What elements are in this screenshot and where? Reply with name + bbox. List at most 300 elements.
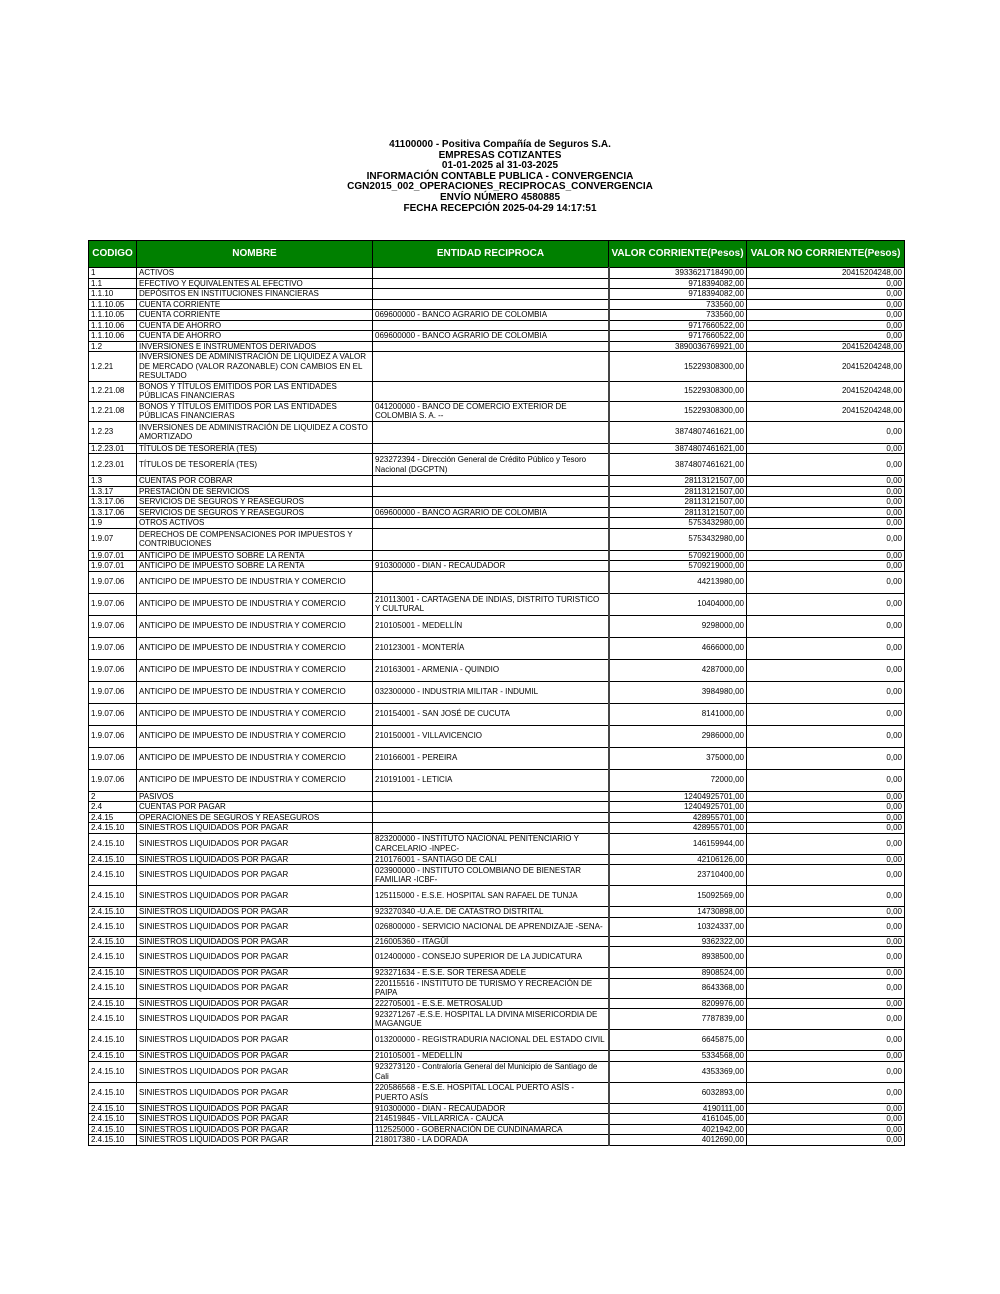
table-row xyxy=(89,421,905,443)
cell-nombre: SINIESTROS LIQUIDADOS POR PAGAR xyxy=(137,865,373,886)
cell-codigo: 1.9.07.06 xyxy=(89,571,137,593)
cell-valor-no-corriente: 20415204248,00 xyxy=(747,268,905,279)
cell-valor-no-corriente: 0,00 xyxy=(747,571,905,593)
cell-valor-no-corriente: 0,00 xyxy=(747,907,905,918)
table-row xyxy=(89,802,905,813)
table-row xyxy=(89,886,905,907)
cell-codigo: 1.1.10.06 xyxy=(89,331,137,342)
cell-entidad: 923273120 - Contraloría General del Municipio de Santiago de Cali xyxy=(373,1061,609,1082)
cell-codigo: 2.4.15.10 xyxy=(89,1009,137,1030)
cell-valor-corriente: 44213980,00 xyxy=(609,571,747,593)
cell-codigo: 1.9.07 xyxy=(89,528,137,550)
cell-valor-no-corriente: 0,00 xyxy=(747,454,905,476)
cell-valor-no-corriente: 20415204248,00 xyxy=(747,381,905,401)
column-header-codigo: CODIGO xyxy=(89,241,137,268)
cell-valor-no-corriente: 0,00 xyxy=(747,823,905,834)
table-row xyxy=(89,1103,905,1114)
cell-nombre: CUENTA CORRIENTE xyxy=(137,299,373,310)
cell-codigo: 1.9.07.06 xyxy=(89,593,137,615)
cell-nombre: SINIESTROS LIQUIDADOS POR PAGAR xyxy=(137,1103,373,1114)
cell-valor-no-corriente: 0,00 xyxy=(747,998,905,1009)
cell-valor-corriente: 9718394082,00 xyxy=(609,289,747,300)
cell-entidad xyxy=(373,497,609,508)
cell-entidad: 210191001 - LETICIA xyxy=(373,769,609,791)
cell-nombre: ACTIVOS xyxy=(137,268,373,279)
cell-nombre: SINIESTROS LIQUIDADOS POR PAGAR xyxy=(137,1030,373,1051)
table-row xyxy=(89,507,905,518)
cell-valor-corriente: 5709219000,00 xyxy=(609,550,747,561)
cell-valor-no-corriente: 0,00 xyxy=(747,518,905,529)
cell-codigo: 2.4.15.10 xyxy=(89,886,137,907)
table-row xyxy=(89,725,905,747)
cell-codigo: 1.9.07.06 xyxy=(89,637,137,659)
cell-valor-corriente: 5709219000,00 xyxy=(609,561,747,572)
cell-entidad: 069600000 - BANCO AGRARIO DE COLOMBIA xyxy=(373,310,609,321)
cell-nombre: INVERSIONES DE ADMINISTRACIÓN DE LIQUIDEZ A VALOR DE MERCADO (VALOR RAZONABLE) CON CAMBIOS EN EL RESULTADO xyxy=(137,352,373,382)
cell-codigo: 2.4.15.10 xyxy=(89,865,137,886)
cell-valor-corriente: 15229308300,00 xyxy=(609,401,747,421)
table-row xyxy=(89,637,905,659)
table-row xyxy=(89,917,905,936)
table-row xyxy=(89,401,905,421)
cell-valor-no-corriente: 0,00 xyxy=(747,443,905,454)
cell-valor-corriente: 8141000,00 xyxy=(609,703,747,725)
cell-codigo: 1.2.23.01 xyxy=(89,454,137,476)
table-row xyxy=(89,659,905,681)
column-header-entidad: ENTIDAD RECIPROCA xyxy=(373,241,609,268)
cell-valor-no-corriente: 0,00 xyxy=(747,1135,905,1146)
cell-valor-no-corriente: 0,00 xyxy=(747,917,905,936)
cell-valor-no-corriente: 0,00 xyxy=(747,299,905,310)
cell-entidad xyxy=(373,550,609,561)
cell-codigo: 2.4.15.10 xyxy=(89,998,137,1009)
cell-valor-corriente: 28113121507,00 xyxy=(609,486,747,497)
cell-entidad xyxy=(373,421,609,443)
company-title: 41100000 - Positiva Compañía de Seguros S.A. xyxy=(389,139,611,150)
cell-nombre: CUENTA DE AHORRO xyxy=(137,320,373,331)
cell-valor-no-corriente: 0,00 xyxy=(747,747,905,769)
cell-valor-no-corriente: 0,00 xyxy=(747,968,905,979)
cell-codigo: 1.2.23 xyxy=(89,421,137,443)
cell-entidad: 012400000 - CONSEJO SUPERIOR DE LA JUDICATURA xyxy=(373,947,609,968)
cell-nombre: ANTICIPO DE IMPUESTO SOBRE LA RENTA xyxy=(137,561,373,572)
cell-nombre: SINIESTROS LIQUIDADOS POR PAGAR xyxy=(137,978,373,998)
cell-nombre: CUENTAS POR PAGAR xyxy=(137,802,373,813)
cell-valor-no-corriente: 0,00 xyxy=(747,278,905,289)
cell-codigo: 1.9.07.06 xyxy=(89,681,137,703)
submission-number: ENVÍO NÚMERO 4580885 xyxy=(439,191,561,203)
cell-nombre: INVERSIONES E INSTRUMENTOS DERIVADOS xyxy=(137,341,373,352)
cell-valor-corriente: 28113121507,00 xyxy=(609,507,747,518)
column-header-valor-corriente: VALOR CORRIENTE(Pesos) xyxy=(609,241,747,268)
cell-nombre: SINIESTROS LIQUIDADOS POR PAGAR xyxy=(137,998,373,1009)
cell-entidad xyxy=(373,518,609,529)
cell-codigo: 2.4.15.10 xyxy=(89,1114,137,1125)
cell-valor-corriente: 9298000,00 xyxy=(609,615,747,637)
company-type: EMPRESAS COTIZANTES xyxy=(438,149,562,161)
table-row xyxy=(89,289,905,300)
cell-entidad: 041200000 - BANCO DE COMERCIO EXTERIOR DE COLOMBIA S. A. -- xyxy=(373,401,609,421)
cell-valor-corriente: 9717660522,00 xyxy=(609,320,747,331)
cell-nombre: SINIESTROS LIQUIDADOS POR PAGAR xyxy=(137,917,373,936)
cell-entidad: 210154001 - SAN JOSÉ DE CUCUTA xyxy=(373,703,609,725)
cell-valor-corriente: 3874807461621,00 xyxy=(609,443,747,454)
table-row xyxy=(89,1061,905,1082)
cell-valor-corriente: 4012690,00 xyxy=(609,1135,747,1146)
cell-valor-no-corriente: 0,00 xyxy=(747,978,905,998)
cell-entidad xyxy=(373,381,609,401)
table-row xyxy=(89,947,905,968)
cell-nombre: SINIESTROS LIQUIDADOS POR PAGAR xyxy=(137,907,373,918)
cell-entidad: 112525000 - GOBERNACIÓN DE CUNDINAMARCA xyxy=(373,1124,609,1135)
cell-valor-corriente: 10324337,00 xyxy=(609,917,747,936)
cell-nombre: ANTICIPO DE IMPUESTO DE INDUSTRIA Y COMERCIO xyxy=(137,659,373,681)
table-row xyxy=(89,854,905,865)
cell-valor-corriente: 15092569,00 xyxy=(609,886,747,907)
reciprocal-operations-table xyxy=(88,240,905,1146)
cell-codigo: 2.4.15 xyxy=(89,812,137,823)
table-row xyxy=(89,331,905,342)
cell-codigo: 1.1.10.05 xyxy=(89,310,137,321)
cell-codigo: 2.4.15.10 xyxy=(89,1061,137,1082)
cell-nombre: ANTICIPO DE IMPUESTO DE INDUSTRIA Y COMERCIO xyxy=(137,615,373,637)
cell-valor-no-corriente: 0,00 xyxy=(747,637,905,659)
cell-entidad: 210166001 - PEREIRA xyxy=(373,747,609,769)
table-row xyxy=(89,352,905,382)
table-row xyxy=(89,528,905,550)
cell-entidad: 214519845 - VILLARRICA - CAUCA xyxy=(373,1114,609,1125)
reception-date: FECHA RECEPCIÓN 2025-04-29 14:17:51 xyxy=(403,202,597,214)
cell-codigo: 2.4.15.10 xyxy=(89,1030,137,1051)
cell-codigo: 2.4 xyxy=(89,802,137,813)
table-row xyxy=(89,681,905,703)
cell-entidad xyxy=(373,802,609,813)
cell-nombre: BONOS Y TÍTULOS EMITIDOS POR LAS ENTIDADES PÚBLICAS FINANCIERAS xyxy=(137,381,373,401)
cell-valor-no-corriente: 0,00 xyxy=(747,507,905,518)
cell-valor-corriente: 3890036769921,00 xyxy=(609,341,747,352)
cell-nombre: SINIESTROS LIQUIDADOS POR PAGAR xyxy=(137,1124,373,1135)
cell-entidad: 222705001 - E.S.E. METROSALUD xyxy=(373,998,609,1009)
table-row xyxy=(89,791,905,802)
table-body xyxy=(89,268,905,1146)
cell-valor-corriente: 733560,00 xyxy=(609,299,747,310)
table-row xyxy=(89,615,905,637)
cell-nombre: SINIESTROS LIQUIDADOS POR PAGAR xyxy=(137,947,373,968)
table-row xyxy=(89,320,905,331)
table-row xyxy=(89,593,905,615)
cell-valor-corriente: 8938500,00 xyxy=(609,947,747,968)
table-row xyxy=(89,454,905,476)
cell-valor-no-corriente: 0,00 xyxy=(747,681,905,703)
cell-nombre: PASIVOS xyxy=(137,791,373,802)
cell-entidad xyxy=(373,823,609,834)
cell-entidad: 210105001 - MEDELLÍN xyxy=(373,615,609,637)
cell-valor-no-corriente: 0,00 xyxy=(747,476,905,487)
cell-valor-corriente: 3874807461621,00 xyxy=(609,454,747,476)
cell-codigo: 1.9.07.06 xyxy=(89,747,137,769)
table-row xyxy=(89,518,905,529)
table-header-row xyxy=(89,241,905,268)
cell-entidad xyxy=(373,486,609,497)
cell-nombre: BONOS Y TÍTULOS EMITIDOS POR LAS ENTIDADES PÚBLICAS FINANCIERAS xyxy=(137,401,373,421)
cell-valor-no-corriente: 20415204248,00 xyxy=(747,352,905,382)
cell-valor-corriente: 428955701,00 xyxy=(609,812,747,823)
cell-valor-corriente: 42106126,00 xyxy=(609,854,747,865)
cell-valor-corriente: 428955701,00 xyxy=(609,823,747,834)
cell-valor-no-corriente: 0,00 xyxy=(747,947,905,968)
cell-entidad xyxy=(373,571,609,593)
cell-valor-corriente: 6645875,00 xyxy=(609,1030,747,1051)
cell-nombre: SINIESTROS LIQUIDADOS POR PAGAR xyxy=(137,1082,373,1103)
cell-valor-no-corriente: 0,00 xyxy=(747,812,905,823)
table-row xyxy=(89,341,905,352)
table-row xyxy=(89,561,905,572)
table-row xyxy=(89,571,905,593)
cell-codigo: 2.4.15.10 xyxy=(89,833,137,854)
cell-codigo: 1.2.21 xyxy=(89,352,137,382)
cell-codigo: 2 xyxy=(89,791,137,802)
cell-nombre: PRESTACIÓN DE SERVICIOS xyxy=(137,486,373,497)
cell-codigo: 1 xyxy=(89,268,137,279)
cell-codigo: 1.3.17.06 xyxy=(89,497,137,508)
cell-entidad xyxy=(373,812,609,823)
table-row xyxy=(89,1009,905,1030)
cell-valor-corriente: 4287000,00 xyxy=(609,659,747,681)
table-row xyxy=(89,443,905,454)
cell-entidad: 210123001 - MONTERÍA xyxy=(373,637,609,659)
cell-nombre: ANTICIPO DE IMPUESTO SOBRE LA RENTA xyxy=(137,550,373,561)
cell-valor-no-corriente: 0,00 xyxy=(747,1114,905,1125)
cell-valor-no-corriente: 0,00 xyxy=(747,486,905,497)
cell-valor-corriente: 7787839,00 xyxy=(609,1009,747,1030)
cell-codigo: 1.2.21.08 xyxy=(89,381,137,401)
table-row xyxy=(89,747,905,769)
table-row xyxy=(89,936,905,947)
cell-valor-no-corriente: 0,00 xyxy=(747,659,905,681)
cell-valor-no-corriente: 20415204248,00 xyxy=(747,341,905,352)
cell-codigo: 2.4.15.10 xyxy=(89,1103,137,1114)
cell-valor-corriente: 9717660522,00 xyxy=(609,331,747,342)
report-period: 01-01-2025 al 31-03-2025 xyxy=(441,160,559,172)
cell-valor-no-corriente: 0,00 xyxy=(747,1124,905,1135)
cell-nombre: TÍTULOS DE TESORERÍA (TES) xyxy=(137,443,373,454)
cell-entidad xyxy=(373,352,609,382)
cell-nombre: ANTICIPO DE IMPUESTO DE INDUSTRIA Y COMERCIO xyxy=(137,703,373,725)
cell-entidad: 210176001 - SANTIAGO DE CALI xyxy=(373,854,609,865)
cell-entidad: 220586568 - E.S.E. HOSPITAL LOCAL PUERTO ASÍS - PUERTO ASÍS xyxy=(373,1082,609,1103)
table-row xyxy=(89,703,905,725)
cell-valor-corriente: 6032893,00 xyxy=(609,1082,747,1103)
cell-nombre: SINIESTROS LIQUIDADOS POR PAGAR xyxy=(137,1135,373,1146)
table-row xyxy=(89,823,905,834)
cell-valor-corriente: 4190111,00 xyxy=(609,1103,747,1114)
table-row xyxy=(89,769,905,791)
cell-valor-corriente: 28113121507,00 xyxy=(609,476,747,487)
cell-codigo: 1.9.07.06 xyxy=(89,615,137,637)
cell-codigo: 1.1.10 xyxy=(89,289,137,300)
cell-codigo: 1.2 xyxy=(89,341,137,352)
cell-codigo: 1.2.21.08 xyxy=(89,401,137,421)
cell-nombre: SINIESTROS LIQUIDADOS POR PAGAR xyxy=(137,968,373,979)
table-row xyxy=(89,278,905,289)
cell-valor-corriente: 733560,00 xyxy=(609,310,747,321)
cell-entidad: 218017380 - LA DORADA xyxy=(373,1135,609,1146)
table-row xyxy=(89,381,905,401)
cell-valor-no-corriente: 0,00 xyxy=(747,561,905,572)
cell-entidad xyxy=(373,341,609,352)
cell-entidad: 026800000 - SERVICIO NACIONAL DE APRENDIZAJE -SENA- xyxy=(373,917,609,936)
cell-entidad: 910300000 - DIAN - RECAUDADOR xyxy=(373,1103,609,1114)
cell-codigo: 2.4.15.10 xyxy=(89,1082,137,1103)
cell-valor-no-corriente: 0,00 xyxy=(747,550,905,561)
cell-nombre: SERVICIOS DE SEGUROS Y REASEGUROS xyxy=(137,507,373,518)
cell-nombre: ANTICIPO DE IMPUESTO DE INDUSTRIA Y COMERCIO xyxy=(137,593,373,615)
table-row xyxy=(89,268,905,279)
cell-nombre: ANTICIPO DE IMPUESTO DE INDUSTRIA Y COMERCIO xyxy=(137,637,373,659)
cell-entidad: 923270340 -U.A.E. DE CATASTRO DISTRITAL xyxy=(373,907,609,918)
cell-codigo: 2.4.15.10 xyxy=(89,947,137,968)
cell-valor-corriente: 2986000,00 xyxy=(609,725,747,747)
cell-entidad: 923271267 -E.S.E. HOSPITAL LA DIVINA MISERICORDIA DE MAGANGUE xyxy=(373,1009,609,1030)
cell-nombre: SINIESTROS LIQUIDADOS POR PAGAR xyxy=(137,1051,373,1062)
cell-nombre: SINIESTROS LIQUIDADOS POR PAGAR xyxy=(137,833,373,854)
cell-entidad: 216005360 - ITAGÜÍ xyxy=(373,936,609,947)
cell-codigo: 2.4.15.10 xyxy=(89,978,137,998)
cell-codigo: 1.1 xyxy=(89,278,137,289)
cell-entidad xyxy=(373,320,609,331)
cell-nombre: DEPÓSITOS EN INSTITUCIONES FINANCIERAS xyxy=(137,289,373,300)
cell-nombre: SINIESTROS LIQUIDADOS POR PAGAR xyxy=(137,1061,373,1082)
table-row xyxy=(89,497,905,508)
cell-valor-no-corriente: 0,00 xyxy=(747,936,905,947)
cell-valor-no-corriente: 0,00 xyxy=(747,725,905,747)
column-header-valor-no-corriente: VALOR NO CORRIENTE(Pesos) xyxy=(747,241,905,268)
cell-codigo: 2.4.15.10 xyxy=(89,936,137,947)
cell-nombre: CUENTAS POR COBRAR xyxy=(137,476,373,487)
cell-valor-no-corriente: 0,00 xyxy=(747,1082,905,1103)
cell-valor-no-corriente: 0,00 xyxy=(747,802,905,813)
cell-valor-corriente: 12404925701,00 xyxy=(609,791,747,802)
cell-nombre: SINIESTROS LIQUIDADOS POR PAGAR xyxy=(137,823,373,834)
cell-nombre: ANTICIPO DE IMPUESTO DE INDUSTRIA Y COMERCIO xyxy=(137,725,373,747)
cell-valor-corriente: 5753432980,00 xyxy=(609,528,747,550)
cell-valor-no-corriente: 0,00 xyxy=(747,865,905,886)
cell-valor-corriente: 8643368,00 xyxy=(609,978,747,998)
cell-valor-corriente: 3874807461621,00 xyxy=(609,421,747,443)
cell-valor-corriente: 146159944,00 xyxy=(609,833,747,854)
cell-valor-no-corriente: 0,00 xyxy=(747,703,905,725)
cell-codigo: 2.4.15.10 xyxy=(89,1051,137,1062)
cell-codigo: 1.9.07.01 xyxy=(89,550,137,561)
cell-codigo: 1.2.23.01 xyxy=(89,443,137,454)
table-row xyxy=(89,968,905,979)
cell-entidad: 032300000 - INDUSTRIA MILITAR - INDUMIL xyxy=(373,681,609,703)
table-row xyxy=(89,865,905,886)
cell-valor-corriente: 12404925701,00 xyxy=(609,802,747,813)
cell-nombre: SINIESTROS LIQUIDADOS POR PAGAR xyxy=(137,936,373,947)
cell-entidad: 069600000 - BANCO AGRARIO DE COLOMBIA xyxy=(373,507,609,518)
cell-valor-corriente: 5753432980,00 xyxy=(609,518,747,529)
cell-nombre: SERVICIOS DE SEGUROS Y REASEGUROS xyxy=(137,497,373,508)
cell-entidad: 210105001 - MEDELLÍN xyxy=(373,1051,609,1062)
cell-nombre: SINIESTROS LIQUIDADOS POR PAGAR xyxy=(137,886,373,907)
cell-valor-no-corriente: 0,00 xyxy=(747,854,905,865)
cell-entidad xyxy=(373,278,609,289)
cell-valor-no-corriente: 0,00 xyxy=(747,593,905,615)
cell-nombre: ANTICIPO DE IMPUESTO DE INDUSTRIA Y COMERCIO xyxy=(137,747,373,769)
cell-valor-no-corriente: 0,00 xyxy=(747,615,905,637)
cell-valor-corriente: 9362322,00 xyxy=(609,936,747,947)
cell-valor-corriente: 28113121507,00 xyxy=(609,497,747,508)
cell-entidad: 125115000 - E.S.E. HOSPITAL SAN RAFAEL DE TUNJA xyxy=(373,886,609,907)
cell-valor-corriente: 8209976,00 xyxy=(609,998,747,1009)
cell-valor-no-corriente: 0,00 xyxy=(747,497,905,508)
table-row xyxy=(89,907,905,918)
report-header xyxy=(0,140,1000,214)
cell-entidad xyxy=(373,289,609,300)
cell-valor-corriente: 5334568,00 xyxy=(609,1051,747,1062)
cell-entidad: 210113001 - CARTAGENA DE INDIAS, DISTRITO TURISTICO Y CULTURAL xyxy=(373,593,609,615)
cell-valor-no-corriente: 0,00 xyxy=(747,289,905,300)
table-row xyxy=(89,1114,905,1125)
cell-nombre: EFECTIVO Y EQUIVALENTES AL EFECTIVO xyxy=(137,278,373,289)
cell-entidad: 220115516 - INSTITUTO DE TURISMO Y RECREACIÓN DE PAIPA xyxy=(373,978,609,998)
cell-codigo: 1.9.07.06 xyxy=(89,725,137,747)
cell-nombre: OTROS ACTIVOS xyxy=(137,518,373,529)
cell-entidad: 923271634 - E.S.E. SOR TERESA ADELE xyxy=(373,968,609,979)
cell-valor-corriente: 9718394082,00 xyxy=(609,278,747,289)
cell-nombre: TÍTULOS DE TESORERÍA (TES) xyxy=(137,454,373,476)
cell-codigo: 2.4.15.10 xyxy=(89,854,137,865)
cell-codigo: 2.4.15.10 xyxy=(89,968,137,979)
cell-codigo: 1.9.07.06 xyxy=(89,703,137,725)
cell-valor-no-corriente: 0,00 xyxy=(747,1009,905,1030)
cell-valor-corriente: 15229308300,00 xyxy=(609,381,747,401)
cell-entidad: 210150001 - VILLAVICENCIO xyxy=(373,725,609,747)
cell-nombre: DERECHOS DE COMPENSACIONES POR IMPUESTOS Y CONTRIBUCIONES xyxy=(137,528,373,550)
cell-codigo: 1.1.10.05 xyxy=(89,299,137,310)
cell-entidad: 910300000 - DIAN - RECAUDADOR xyxy=(373,561,609,572)
table-row xyxy=(89,978,905,998)
cell-valor-corriente: 375000,00 xyxy=(609,747,747,769)
cell-valor-no-corriente: 0,00 xyxy=(747,791,905,802)
cell-valor-no-corriente: 0,00 xyxy=(747,1103,905,1114)
report-code: CGN2015_002_OPERACIONES_RECIPROCAS_CONVERGENCIA xyxy=(347,181,653,193)
cell-entidad xyxy=(373,443,609,454)
cell-valor-no-corriente: 0,00 xyxy=(747,1030,905,1051)
cell-valor-corriente: 23710400,00 xyxy=(609,865,747,886)
cell-entidad: 923272394 - Dirección General de Crédito Público y Tesoro Nacional (DGCPTN) xyxy=(373,454,609,476)
cell-valor-corriente: 72000,00 xyxy=(609,769,747,791)
table-row xyxy=(89,550,905,561)
cell-nombre: CUENTA DE AHORRO xyxy=(137,331,373,342)
cell-entidad: 823200000 - INSTITUTO NACIONAL PENITENCIARIO Y CARCELARIO -INPEC- xyxy=(373,833,609,854)
cell-valor-no-corriente: 20415204248,00 xyxy=(747,401,905,421)
cell-codigo: 1.9.07.06 xyxy=(89,769,137,791)
cell-entidad: 210163001 - ARMENIA - QUINDIO xyxy=(373,659,609,681)
table-row xyxy=(89,833,905,854)
cell-valor-corriente: 4021942,00 xyxy=(609,1124,747,1135)
cell-nombre: ANTICIPO DE IMPUESTO DE INDUSTRIA Y COMERCIO xyxy=(137,681,373,703)
cell-nombre: ANTICIPO DE IMPUESTO DE INDUSTRIA Y COMERCIO xyxy=(137,571,373,593)
cell-valor-corriente: 4353369,00 xyxy=(609,1061,747,1082)
cell-nombre: SINIESTROS LIQUIDADOS POR PAGAR xyxy=(137,1009,373,1030)
report-category: INFORMACIÓN CONTABLE PUBLICA - CONVERGENCIA xyxy=(366,170,634,182)
cell-codigo: 1.1.10.06 xyxy=(89,320,137,331)
cell-codigo: 2.4.15.10 xyxy=(89,1124,137,1135)
cell-valor-no-corriente: 0,00 xyxy=(747,310,905,321)
cell-codigo: 2.4.15.10 xyxy=(89,1135,137,1146)
